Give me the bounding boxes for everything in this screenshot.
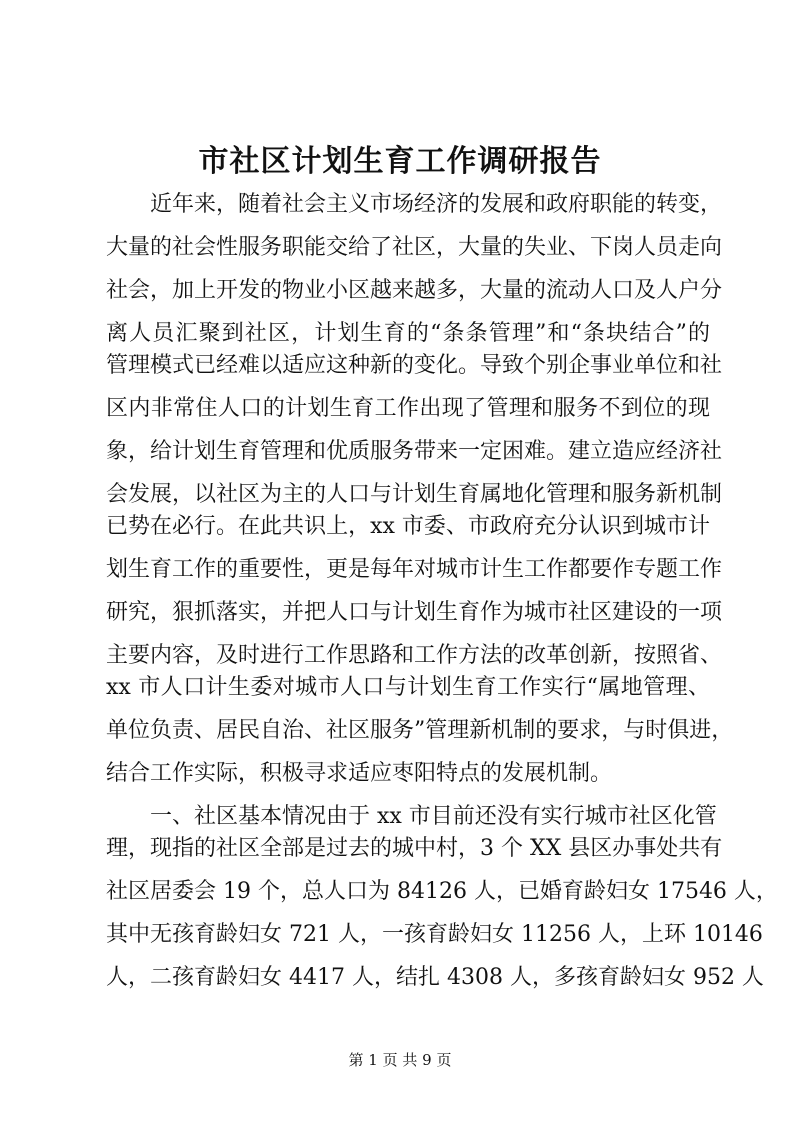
- body-line-16: 一、社区基本情况由于 xx 市目前还没有实行城市社区化管: [106, 804, 717, 829]
- body-line-8: 会发展，以社区为主的人口与计划生育属地化管理和服务新机制: [106, 482, 723, 507]
- body-line-19: 其中无孩育龄妇女 721 人，一孩育龄妇女 11256 人，上环 10146: [106, 922, 763, 947]
- body-line-11: 研究，狠抓落实，并把人口与计划生育作为城市社区建设的一项: [106, 600, 723, 625]
- body-line-10: 划生育工作的重要性，更是每年对城市计生工作都要作专题工作: [106, 557, 723, 582]
- body-line-9: 已势在必行。在此共识上，xx 市委、市政府充分认识到城市计: [106, 514, 710, 539]
- body-line-14: 单位负责、居民自治、社区服务”管理新机制的要求，与时俱进，: [106, 718, 734, 743]
- document-title: 市社区计划生育工作调研报告: [198, 144, 602, 179]
- body-line-7: 象，给计划生育管理和优质服务带来一定困难。建立造应经济社: [106, 439, 723, 464]
- body-line-18: 社区居委会 19 个，总人口为 84126 人，已婚育龄妇女 17546 人，: [106, 879, 778, 904]
- body-line-3: 社会，加上开发的物业小区越来越多，大量的流动人口及人户分: [106, 278, 723, 303]
- body-line-20: 人，二孩育龄妇女 4417 人，结扎 4308 人，多孩育龄妇女 952 人: [106, 965, 764, 990]
- body-line-15: 结合工作实际，积极寻求适应枣阳特点的发展机制。: [106, 761, 613, 786]
- body-line-17: 理，现指的社区全部是过去的城中村，3 个 XX 县区办事处共有: [106, 836, 723, 861]
- body-line-4: 离人员汇聚到社区，计划生育的“条条管理”和“条块结合”的: [106, 321, 710, 346]
- body-line-13: xx 市人口计生委对城市人口与计划生育工作实行“属地管理、: [106, 675, 710, 700]
- page-number-footer: 第 1 页 共 9 页: [348, 1051, 452, 1069]
- body-line-5: 管理模式已经难以适应这种新的变化。导致个别企事业单位和社: [106, 353, 723, 378]
- body-line-6: 区内非常住人口的计划生育工作出现了管理和服务不到位的现: [106, 396, 710, 421]
- body-line-12: 主要内容，及时进行工作思路和工作方法的改革创新，按照省、: [106, 643, 723, 668]
- body-line-1: 近年来，随着社会主义市场经济的发展和政府职能的转变，: [106, 192, 723, 217]
- body-line-2: 大量的社会性服务职能交给了社区，大量的失业、下岗人员走向: [106, 235, 723, 260]
